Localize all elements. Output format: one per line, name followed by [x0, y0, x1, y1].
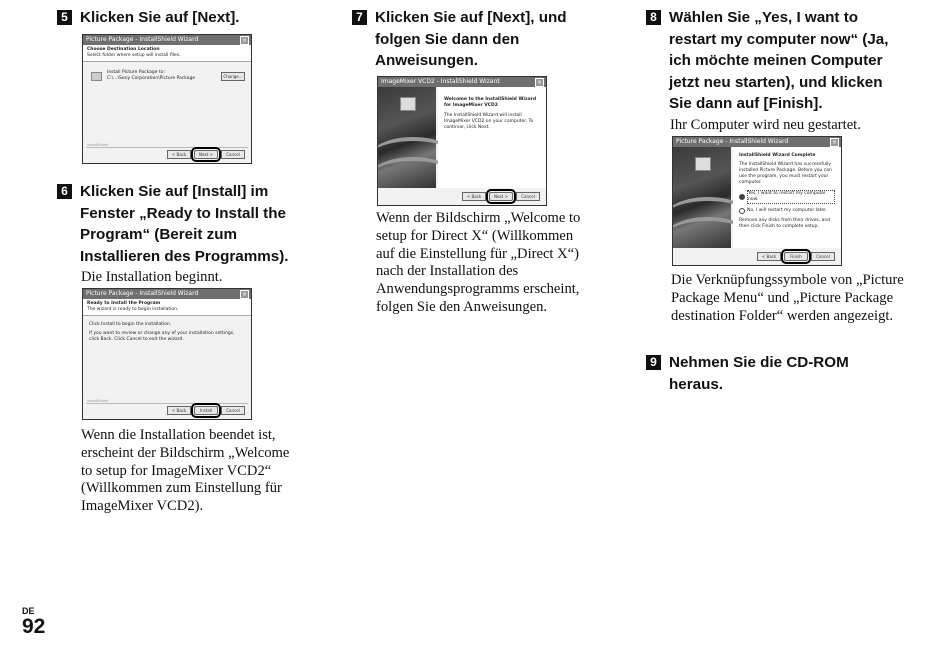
- step-9-heading: [646, 352, 906, 395]
- dialog-content: Click Install to begin the installation. If you want to review or change any of your installation settings, click Back. Click Cancel to exit the wizard.: [89, 322, 235, 342]
- back-button[interactable]: < Back: [462, 192, 486, 201]
- next-button[interactable]: Next >: [194, 150, 218, 159]
- back-button[interactable]: < Back: [757, 252, 781, 261]
- dialog-header: Ready to Install the Program The wizard is ready to begin installation.: [83, 299, 251, 316]
- dialog-content: Install Picture Package to: C:\...\Sony Corporation\Picture Package Change...: [83, 62, 251, 85]
- finish-button[interactable]: Finish: [784, 252, 808, 261]
- cancel-button[interactable]: Cancel: [516, 192, 540, 201]
- installshield-brand: InstallShield: [87, 143, 109, 147]
- step-heading-text: Klicken Sie auf [Next], und folgen Sie dann den Anweisungen.: [375, 9, 567, 69]
- step-6-text: Die Installation beginnt.: [81, 269, 223, 285]
- close-icon[interactable]: ×: [831, 139, 838, 146]
- step-6-after-text: Wenn die Installation beendet ist, erscheint der Bildschirm „Welcome to setup for ImageMixer VCD2“ (Willkommen zum Einstellung für ImageMixer VCD2).: [81, 427, 290, 515]
- wizard-side-image: [378, 87, 436, 188]
- step-8-text: Ihr Computer wird neu gestartet.: [670, 116, 861, 133]
- step-5-heading: [57, 7, 317, 29]
- monitor-icon: [695, 157, 711, 171]
- dialog-titlebar: Picture Package - InstallShield Wizard ×: [83, 35, 251, 45]
- step-number: 9: [646, 355, 661, 370]
- back-button[interactable]: < Back: [167, 150, 191, 159]
- cancel-button[interactable]: Cancel: [811, 252, 835, 261]
- step-number: 7: [352, 10, 367, 25]
- restart-later-radio[interactable]: [739, 208, 745, 214]
- page-number-value: 92: [22, 615, 46, 638]
- step-5: [57, 7, 317, 29]
- install-button[interactable]: Install: [194, 406, 218, 415]
- close-icon[interactable]: ×: [536, 79, 543, 86]
- step-6: [57, 181, 307, 287]
- screenshot-choose-destination: [82, 34, 252, 164]
- step-6-heading: [57, 181, 307, 267]
- cancel-button[interactable]: Cancel: [221, 150, 245, 159]
- restart-now-radio[interactable]: [739, 194, 745, 200]
- step-heading-text: Nehmen Sie die CD-ROM heraus.: [669, 354, 849, 393]
- step-8-heading: [646, 7, 908, 115]
- dialog-titlebar: Picture Package - InstallShield Wizard ×: [673, 137, 841, 147]
- step-heading-text: Klicken Sie auf [Install] im Fenster „Ready to Install the Program“ (Bereit zum Installieren des Programms).: [80, 183, 289, 265]
- next-button[interactable]: Next >: [489, 192, 513, 201]
- step-7: [352, 7, 592, 72]
- dialog-content: InstallShield Wizard Complete The InstallShield Wizard has successfully installed Picture Package. Before you can use the program, you must restart your computer. Yes, I want to restart my computer now. No, I will restart my computer later. Remove any disks from their drives, and then click Finish to complete setup.: [733, 147, 841, 248]
- screenshot-wizard-complete: [672, 136, 842, 266]
- dialog-content: Welcome to the InstallShield Wizard for ImageMixer VCD2 The InstallShield Wizard will install ImageMixer VCD2 on your computer. To continue, click Next.: [438, 87, 546, 188]
- step-7-text: Wenn der Bildschirm „Welcome to setup for Direct X“ (Willkommen auf die Einstellung für „Direct X“) nach der Installation des Anwendungsprogramms erscheint, folgen Sie den Anweisungen.: [376, 210, 581, 315]
- dialog-titlebar: ImageMixer VCD2 - InstallShield Wizard ×: [378, 77, 546, 87]
- screenshot-imagemixer-welcome: [377, 76, 547, 206]
- wizard-side-image: [673, 147, 731, 248]
- close-icon[interactable]: ×: [241, 37, 248, 44]
- close-icon[interactable]: ×: [241, 291, 248, 298]
- installshield-brand: InstallShield: [87, 399, 109, 403]
- step-number: 8: [646, 10, 661, 25]
- step-8-after-text: Die Verknüpfungssymbole von „Picture Package Menu“ und „Picture Package destination Folder“ werden angezeigt.: [671, 272, 904, 324]
- change-button[interactable]: Change...: [221, 72, 245, 81]
- dialog-header: Choose Destination Location Select folder where setup will install files.: [83, 45, 251, 62]
- monitor-icon: [400, 97, 416, 111]
- back-button[interactable]: < Back: [167, 406, 191, 415]
- page-number: [22, 606, 45, 638]
- step-8: [646, 7, 908, 134]
- cancel-button[interactable]: Cancel: [221, 406, 245, 415]
- screenshot-ready-to-install: [82, 288, 252, 420]
- folder-icon: [91, 72, 102, 81]
- step-number: 5: [57, 10, 72, 25]
- step-7-heading: [352, 7, 592, 72]
- language-code: DE: [22, 606, 35, 616]
- step-heading-text: Klicken Sie auf [Next].: [80, 9, 240, 26]
- step-9: [646, 352, 906, 395]
- step-number: 6: [57, 184, 72, 199]
- dialog-titlebar: Picture Package - InstallShield Wizard ×: [83, 289, 251, 299]
- step-heading-text: Wählen Sie „Yes, I want to restart my computer now“ (Ja, ich möchte meinen Computer jetzt neu starten), und klicken Sie dann auf [Finish].: [669, 9, 889, 112]
